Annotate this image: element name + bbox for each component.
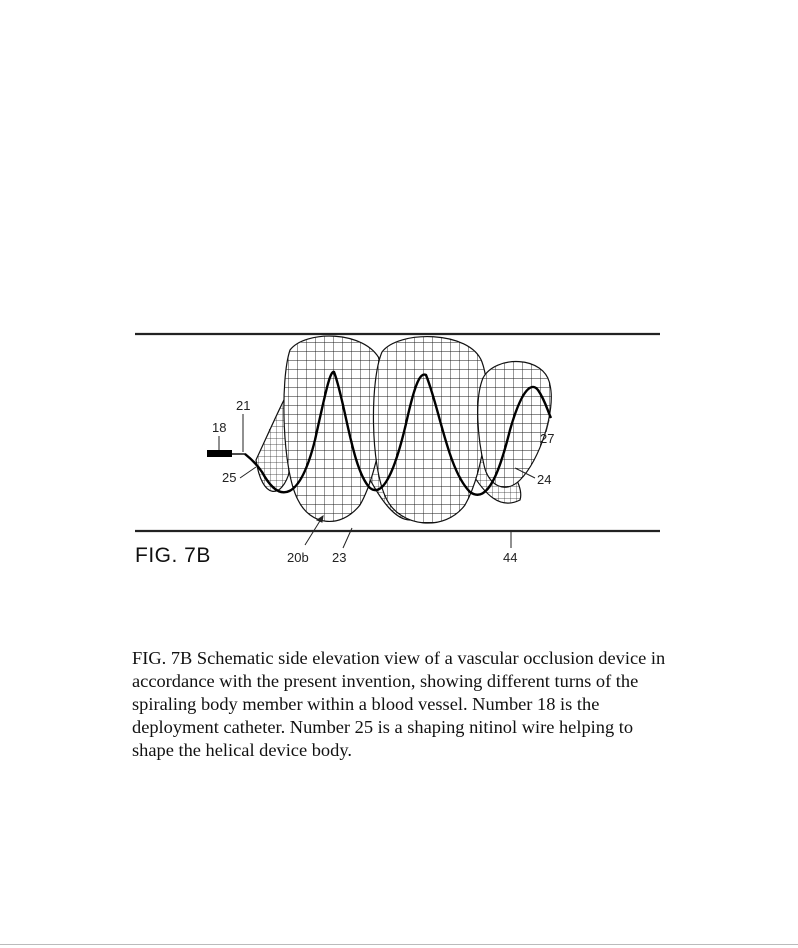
numeral-23: 23 [332, 550, 347, 565]
figure-caption: FIG. 7B Schematic side elevation view of a vascular occlusion device in accordance with the present invention, showing different turns of the spiraling body member within a blood vessel. Number 18 is the deployment catheter. Number 25 is a shaping nitinol wire helping to shape the helical device body. [132, 648, 666, 761]
leader-25 [240, 467, 256, 478]
page-bottom-divider [0, 944, 798, 945]
coil-loop-1 [284, 336, 385, 521]
numeral-27: 27 [540, 431, 555, 446]
coil-loop-2 [373, 337, 487, 523]
numeral-44: 44 [503, 550, 518, 565]
numeral-24: 24 [537, 472, 552, 487]
figure-title: FIG. 7B [135, 544, 211, 567]
deployment-catheter [207, 450, 232, 457]
numeral-20b: 20b [287, 550, 309, 565]
numeral-18: 18 [212, 420, 227, 435]
numeral-21: 21 [236, 398, 251, 413]
numeral-25: 25 [222, 470, 237, 485]
coil-loop-3 [478, 362, 555, 488]
